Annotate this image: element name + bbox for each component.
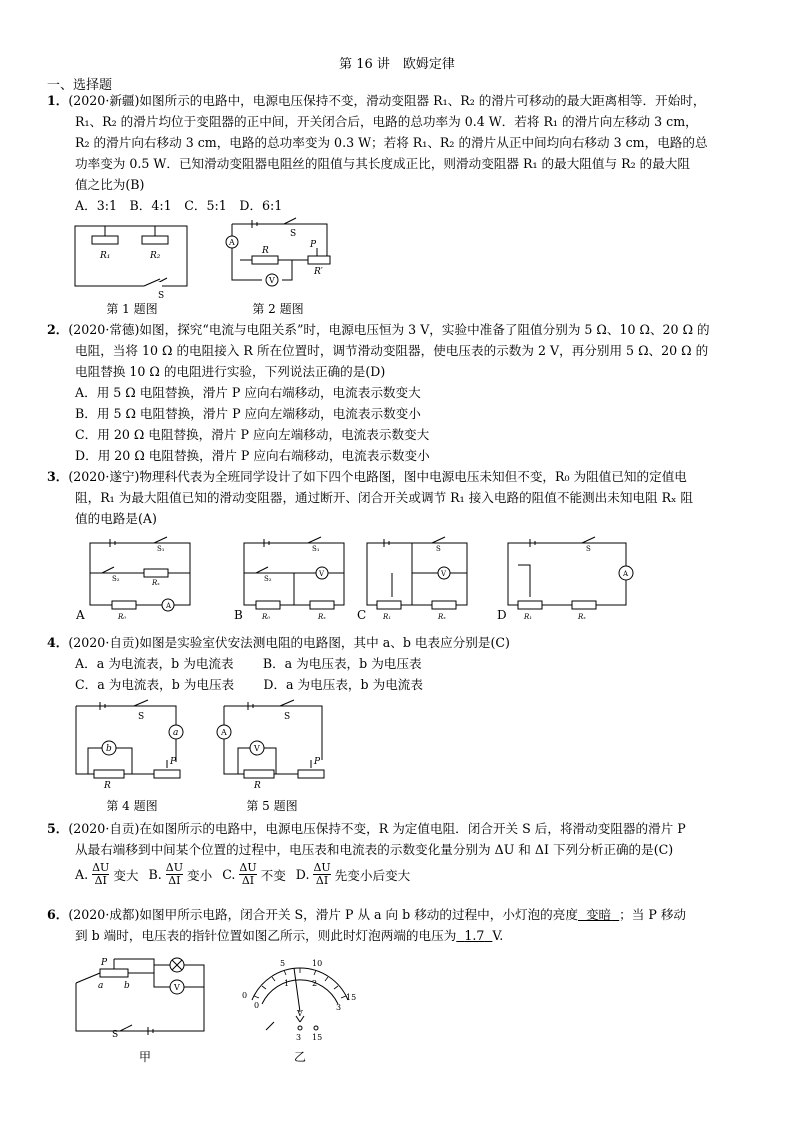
- question-1-options: A．3:1 B．4:1 C．5:1 D．6:1: [75, 198, 283, 213]
- figure-6a-circuit: [74, 955, 214, 1040]
- section-heading: 一、选择题: [47, 78, 113, 93]
- figure-1-caption: 第 1 题图: [106, 302, 158, 316]
- page-title: 第 16 讲 欧姆定律: [339, 57, 455, 72]
- figure-5-circuit: [214, 700, 334, 791]
- figure-2-caption: 第 2 题图: [252, 302, 304, 316]
- question-4-options: C．a 为电流表，b 为电压表 D．a 为电压表，b 为电流表: [75, 677, 423, 692]
- question-2: [47, 319, 747, 466]
- question-2-option: C．用 20 Ω 电阻替换，滑片 P 应向左端移动，电流表示数变大: [75, 427, 430, 442]
- question-2-option: B．用 5 Ω 电阻替换，滑片 P 应向左端移动，电流表示数变小: [75, 406, 421, 421]
- label-s2: S₂: [264, 575, 272, 583]
- voltmeter-symbol: V: [441, 570, 447, 578]
- label-r: R: [254, 781, 261, 791]
- question-3: [47, 466, 747, 529]
- figure-label-b: B: [234, 608, 243, 622]
- label-r0: R₀: [262, 613, 271, 621]
- dial-label-2: 2: [312, 979, 318, 988]
- question-1-line: R₂ 的滑片向右移动 3 cm，电路的总功率变为 0.3 W；若将 R₁、R₂ 的滑片从正中间均向右移动 3 cm，电路的总: [75, 135, 708, 150]
- label-s2: S₂: [112, 575, 120, 583]
- figure-label-d: D: [497, 608, 507, 622]
- ammeter-symbol: A: [221, 728, 227, 737]
- dial-unit: V: [297, 1009, 303, 1018]
- dial-label-1: 1: [284, 979, 290, 988]
- question-5-line: 从最右端移到中间某个位置的过程中，电压表和电流表的示数变化量分别为 ΔU 和 ΔI 下列分析正确的是(C): [75, 842, 674, 857]
- figure-6a-caption: 甲: [138, 1050, 151, 1064]
- figure-6b-caption: 乙: [293, 1050, 306, 1064]
- figure-1-circuit: [72, 222, 192, 302]
- meter-a: a: [173, 728, 179, 738]
- answer-blank-2: 1.7: [464, 928, 485, 943]
- question-1-line: R₁、R₂ 的滑片均位于变阻器的正中间，开关闭合后，电路的总功率为 0.4 W．若将 R₁ 的滑片向左移动 3 cm，: [75, 114, 698, 129]
- fraction: ΔU ΔI: [239, 861, 257, 887]
- label-s1: S₁: [312, 545, 320, 553]
- label-rx: Rₓ: [152, 579, 160, 587]
- label-s: S: [586, 545, 591, 553]
- dial-label-10: 10: [312, 959, 323, 968]
- figure-4-circuit: [72, 700, 192, 791]
- question-6-line: 到 b 端时，电压表的指针位置如图乙所示，则此时灯泡两端的电压为 1.7 V.: [75, 928, 504, 943]
- question-3-line: 值的电路是(A): [75, 511, 157, 526]
- question-5-options: A. ΔU ΔI 变大 B. ΔU ΔI 变小 C. ΔU ΔI 不变 D. ΔU ΔI 先变小后变大: [75, 861, 411, 887]
- label-r: R: [104, 781, 111, 791]
- ammeter-symbol: A: [166, 602, 172, 610]
- question-5-line: 5．(2020·自贡)在如图所示的电路中，电源电压保持不变，R 为定值电阻．闭合开关 S 后，将滑动变阻器的滑片 P: [47, 821, 686, 836]
- label-rx: Rₓ: [318, 613, 326, 621]
- figure-4-caption: 第 4 题图: [106, 799, 158, 813]
- voltmeter-symbol: V: [319, 570, 325, 578]
- label-r1: R₁: [524, 613, 533, 621]
- label-a: a: [98, 981, 104, 991]
- label-s: S: [158, 291, 165, 301]
- question-2-line: 电阻，当将 10 Ω 的电阻接入 R 所在位置时，调节滑动变阻器，使电压表的示数为 2 V，再分别用 5 Ω、20 Ω 的: [75, 343, 709, 358]
- label-p: P: [310, 240, 317, 250]
- dial-label-15: 15: [346, 993, 357, 1002]
- label-rx: Rₓ: [578, 613, 586, 621]
- label-r1: R₁: [100, 251, 111, 261]
- label-s: S: [436, 545, 441, 553]
- label-s: S: [290, 229, 297, 239]
- label-s: S: [112, 1030, 119, 1040]
- terminal-3: 3: [296, 1033, 302, 1042]
- label-rx: Rₓ: [438, 613, 446, 621]
- answer-blank-1: 变暗: [585, 907, 612, 922]
- dial-label-0-inner: 0: [254, 1001, 260, 1010]
- question-4: [47, 632, 747, 695]
- question-1: [47, 90, 747, 216]
- question-2-line: 2．(2020·常德)如图，探究“电流与电阻关系”时，电源电压恒为 3 V，实验中准备了阻值分别为 5 Ω、10 Ω、20 Ω 的: [47, 322, 710, 337]
- terminal-15: 15: [312, 1033, 323, 1042]
- label-p: P: [170, 757, 177, 767]
- question-4-options: A．a 为电流表，b 为电流表 B．a 为电压表，b 为电压表: [75, 656, 422, 671]
- label-s: S: [284, 712, 291, 722]
- question-3-line: 3．(2020·遂宁)物理科代表为全班同学设计了如下四个电路图，图中电源电压未知但不变，R₀ 为阻值已知的定值电: [47, 469, 687, 484]
- figure-label-a: A: [76, 608, 85, 622]
- label-r-prime: R′: [314, 267, 323, 277]
- label-p: P: [101, 958, 108, 968]
- question-1-line: 1．(2020·新疆)如图所示的电路中，电源电压保持不变，滑动变阻器 R₁、R₂ 的滑片可移动的最大距离相等．开始时，: [47, 93, 706, 108]
- label-r: R: [262, 246, 269, 256]
- meter-b: b: [106, 744, 112, 754]
- figure-5-caption: 第 5 题图: [246, 799, 298, 813]
- figure-2-circuit: [222, 218, 332, 298]
- label-r2: R₂: [150, 251, 161, 261]
- question-2-option: A．用 5 Ω 电阻替换，滑片 P 应向右端移动，电流表示数变大: [75, 385, 421, 400]
- question-6: [47, 904, 747, 946]
- ammeter-symbol: A: [229, 238, 235, 247]
- voltmeter-symbol: V: [269, 276, 275, 285]
- question-3-figures: [72, 535, 792, 625]
- question-3-line: 阻，R₁ 为最大阻值已知的滑动变阻器，通过断开、闭合开关或调节 R₁ 接入电路的阻值不能测出未知电阻 Rₓ 阻: [75, 490, 694, 505]
- label-p: P: [314, 757, 321, 767]
- ammeter-symbol: A: [623, 570, 629, 578]
- dial-label-3: 3: [336, 1003, 342, 1012]
- voltmeter-symbol: V: [254, 744, 260, 753]
- question-2-option: D．用 20 Ω 电阻替换，滑片 P 应向右端移动，电流表示数变小: [75, 448, 430, 463]
- figure-label-c: C: [357, 608, 367, 622]
- question-1-line: 功率变为 0.5 W．已知滑动变阻器电阻丝的阻值与其长度成正比，则滑动变阻器 R₁ 的最大阻值与 R₂ 的最大阻: [75, 156, 690, 171]
- label-r1: R₁: [383, 613, 392, 621]
- question-5: [47, 818, 747, 860]
- question-1-line: 值之比为(B): [75, 177, 145, 192]
- dial-label-5: 5: [280, 959, 286, 968]
- fraction: ΔU ΔI: [165, 861, 183, 887]
- voltmeter-symbol: V: [174, 983, 180, 992]
- fraction: ΔU ΔI: [313, 861, 331, 887]
- question-2-line: 电阻替换 10 Ω 的电阻进行实验，下列说法正确的是(D): [75, 364, 386, 379]
- figure-6b-voltmeter-dial: [240, 960, 360, 1045]
- label-r0: R₀: [118, 613, 127, 621]
- question-4-line: 4．(2020·自贡)如图是实验室伏安法测电阻的电路图，其中 a、b 电表应分别是(C): [47, 635, 510, 650]
- label-b: b: [124, 981, 130, 991]
- dial-label-0-outer: 0: [242, 991, 248, 1000]
- label-s1: S₁: [157, 545, 165, 553]
- question-6-line: 6．(2020·成都)如图甲所示电路，闭合开关 S，滑片 P 从 a 向 b 移动的过程中，小灯泡的亮度 变暗 ；当 P 移动: [47, 907, 687, 922]
- label-s: S: [138, 712, 145, 722]
- fraction: ΔU ΔI: [92, 861, 110, 887]
